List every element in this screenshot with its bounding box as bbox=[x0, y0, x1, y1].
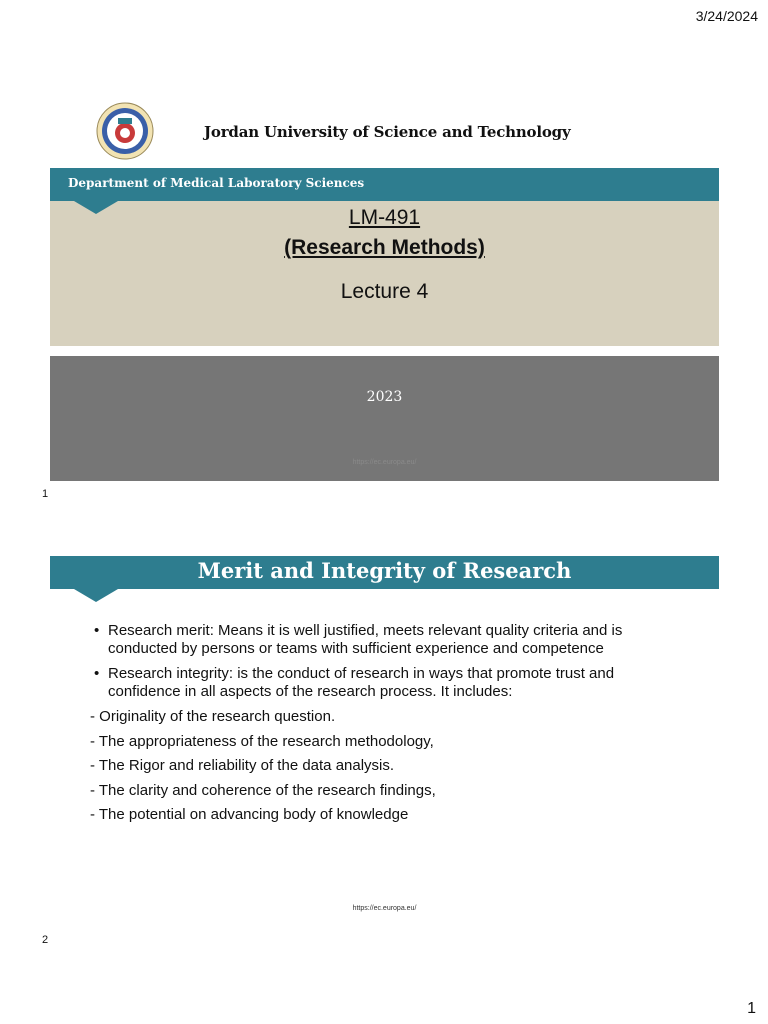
slide2-content bbox=[90, 622, 664, 831]
bullet-item bbox=[94, 622, 664, 657]
bullet-text: Research merit: Means it is well justified, meets relevant quality criteria and is conducted by persons or teams with sufficient experience and competence bbox=[108, 622, 623, 657]
year-panel bbox=[50, 356, 719, 481]
lecture-number: Lecture 4 bbox=[340, 280, 429, 303]
department-bar bbox=[50, 168, 719, 201]
slide2-source: https://ec.europa.eu/ bbox=[352, 905, 417, 912]
course-name: (Research Methods) bbox=[284, 236, 485, 259]
university-logo bbox=[96, 102, 154, 160]
bullet-text: Research integrity: is the conduct of research in ways that promote trust and confidence in all aspects of the research process. It includes: bbox=[108, 665, 615, 700]
print-date: 3/24/2024 bbox=[695, 8, 758, 24]
dash-item: - The clarity and coherence of the research findings, bbox=[90, 781, 436, 799]
slide2-title-bar bbox=[50, 556, 719, 589]
bullet-dot: • bbox=[94, 622, 100, 639]
dash-item: - The potential on advancing body of knowledge bbox=[90, 806, 409, 823]
bullet-dot: • bbox=[94, 665, 100, 682]
year: 2023 bbox=[366, 389, 403, 405]
slide1-source: https://ec.europa.eu/ bbox=[352, 459, 417, 466]
department-bar-notch-overlay bbox=[74, 201, 118, 214]
slide-number-1: 1 bbox=[42, 488, 49, 500]
department-name: Department of Medical Laboratory Sciences bbox=[68, 176, 365, 190]
slide2-title-notch bbox=[74, 589, 118, 602]
course-code: LM-491 bbox=[348, 206, 421, 229]
dash-item: - The appropriateness of the research methodology, bbox=[90, 732, 434, 750]
dash-item: - The Rigor and reliability of the data analysis. bbox=[90, 757, 395, 774]
dash-item: - Originality of the research question. bbox=[90, 708, 336, 725]
slide2-title: Merit and Integrity of Research bbox=[197, 558, 572, 583]
university-name: Jordan University of Science and Technology bbox=[204, 123, 571, 141]
bullet-item bbox=[94, 665, 664, 700]
page-number: 1 bbox=[747, 1000, 756, 1017]
slide-number-2: 2 bbox=[42, 934, 49, 946]
